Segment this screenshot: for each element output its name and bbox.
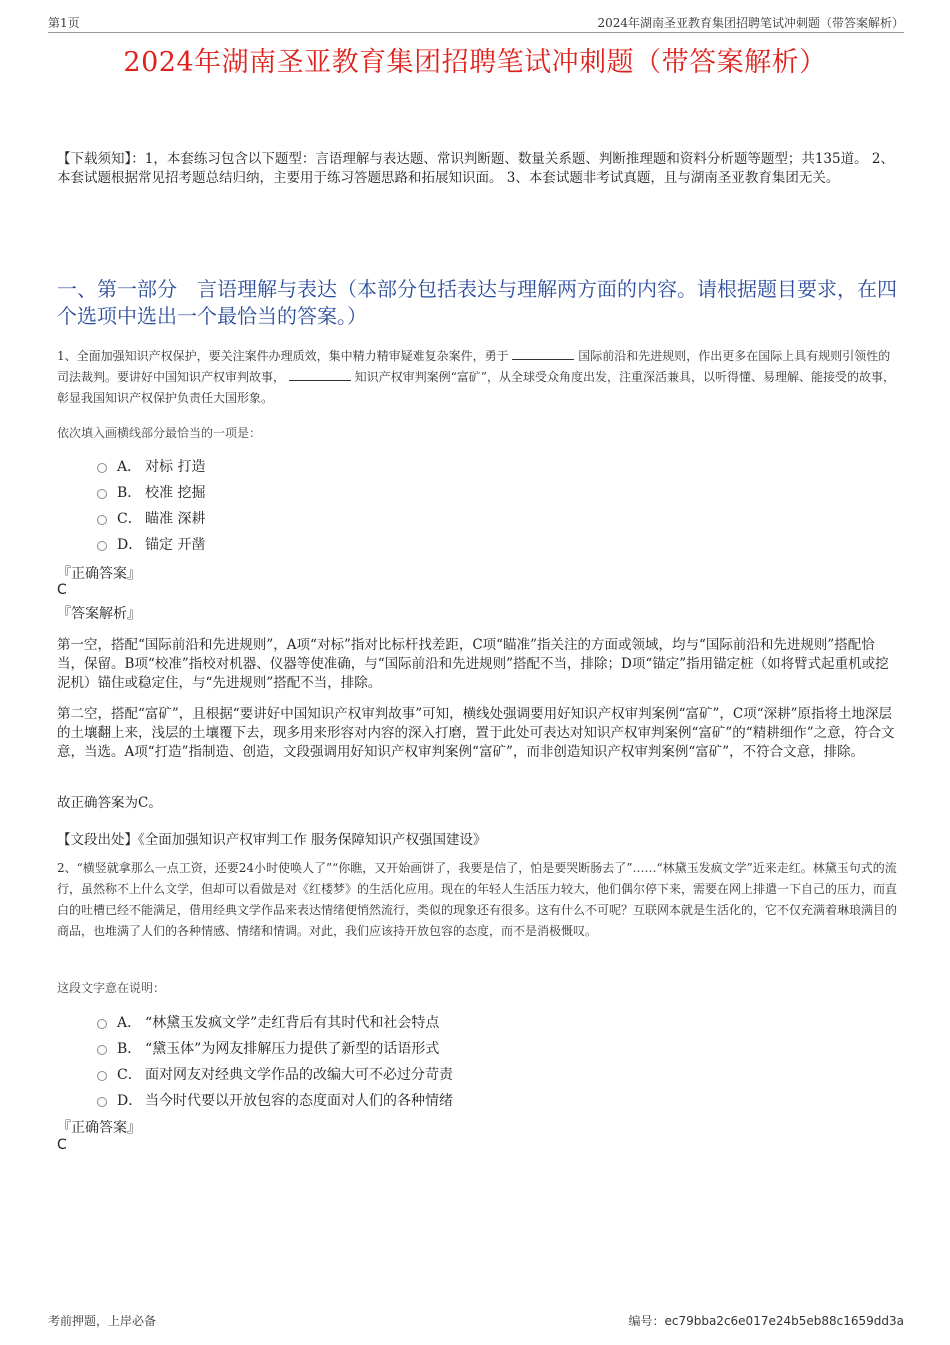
- option-key: C．: [117, 1067, 142, 1083]
- q1-analysis-label: 『答案解析』: [57, 606, 141, 622]
- radio-icon[interactable]: [97, 515, 107, 525]
- option-text: “林黛玉发疯文学”走红背后有其时代和社会特点: [145, 1015, 440, 1031]
- q1-conclusion: 故正确答案为C。: [57, 795, 162, 811]
- page-footer: [48, 1312, 904, 1329]
- option-text: 面对网友对经典文学作品的改编大可不必过分苛责: [145, 1067, 453, 1083]
- download-notice: 【下载须知】：1，本套练习包含以下题型：言语理解与表达题、常识判断题、数量关系题、判断推理题和资料分析题等题型；共135道。 2、本套试题根据常见招考题总结归纳，主要用于练习答题思路和拓展知识面。 3、本套试题非考试真题，且与湖南圣亚教育集团无关。: [57, 151, 894, 186]
- page-number: 第1页: [48, 16, 80, 30]
- blank-2: [289, 368, 351, 381]
- footer-code: [628, 1312, 904, 1329]
- q1-analysis-paragraph-1: 第一空，搭配“国际前沿和先进规则”，A项“对标”指对比标杆找差距，C项“瞄准”指关注的方面或领域，均与“国际前沿和先进规则”搭配恰当，保留。B项“校准”指校对机器、仪器等使准确，与“国际前沿和先进规则”搭配不当，排除；D项“锚定”指用锚定桩（如将臂式起重机或挖泥机）锚住或稳定住，与“先进规则”搭配不当，排除。: [57, 637, 889, 691]
- q1-answer-label: 『正确答案』: [57, 566, 141, 582]
- option-text: 对标 打造: [145, 459, 206, 475]
- radio-icon[interactable]: [97, 463, 107, 473]
- q1-prompt: 依次填入画横线部分最恰当的一项是：: [57, 426, 262, 440]
- option-text: 当今时代要以开放包容的态度面对人们的各种情绪: [145, 1093, 453, 1109]
- question-2-stem: 2、“横竖就拿那么一点工资，还要24小时使唤人了”“你瞧，又开始画饼了，我要是信了，怕是要哭断肠去了”……“林黛玉发疯文学”近来走红。林黛玉句式的流行，虽然称不上什么文学，但却可以看做是对《红楼梦》的生活化应用。现在的年轻人生活压力较大，他们偶尔停下来，需要在网上排遣一下自己的压力，而直白的吐槽已经不能满足，借用经典文学作品来表达情绪便悄然流行，类似的现象还有很多。这有什么不可呢？互联网本就是生活化的，它不仅充满着琳琅满目的商品，也堆满了人们的各种情感、情绪和情调。对此，我们应该持开放包容的态度，而不是消极慨叹。: [57, 861, 898, 938]
- q2-option-d[interactable]: [97, 1087, 453, 1113]
- q2-prompt: 这段文字意在说明：: [57, 981, 166, 995]
- option-key: C．: [117, 511, 142, 527]
- q1-option-d[interactable]: [97, 531, 205, 557]
- q1-source: 【文段出处】《全面加强知识产权审判工作 服务保障知识产权强国建设》: [57, 832, 487, 848]
- radio-icon[interactable]: [97, 541, 107, 551]
- q1-stem-part-b: 国际前沿和先进规则，作出更多在国际上具有规则引领性的司法裁判。要讲好中国知识产权审判故事，: [57, 349, 891, 384]
- section-heading: 一、第一部分 言语理解与表达（本部分包括表达与理解两方面的内容。请根据题目要求，在四个选项中选出一个最恰当的答案。）: [57, 277, 897, 328]
- option-text: 校准 挖掘: [145, 485, 206, 501]
- option-key: D．: [117, 537, 143, 553]
- question-1-stem: [57, 346, 899, 409]
- option-text: “黛玉体”为网友排解压力提供了新型的话语形式: [145, 1041, 440, 1057]
- q1-option-a[interactable]: [97, 453, 205, 479]
- footer-code-label: 编号：: [628, 1314, 665, 1328]
- option-key: A．: [117, 459, 142, 475]
- q2-option-c[interactable]: [97, 1061, 453, 1087]
- radio-icon[interactable]: [97, 489, 107, 499]
- option-key: D．: [117, 1093, 143, 1109]
- document-title: 2024年湖南圣亚教育集团招聘笔试冲刺题（带答案解析）: [123, 47, 827, 78]
- q1-stem-part-c: 知识产权审判案例“富矿”，从全球受众角度出发，注重深活兼具，以听得懂、易理解、能接受的故事，彰显我国知识产权保护负责任大国形象。: [57, 370, 895, 405]
- q1-stem-part-a: 1、全面加强知识产权保护，要关注案件办理质效，集中精力精审疑难复杂案件，勇于: [57, 349, 509, 363]
- q1-analysis-paragraph-2: 第二空，搭配“富矿”，且根据“要讲好中国知识产权审判故事”可知，横线处强调要用好知识产权审判案例“富矿”，C项“深耕”原指将土地深层的土壤翻上来，浅层的土壤覆下去，现多用来形容对内容的深入打磨，置于此处可表达对知识产权审判案例“富矿”的“精耕细作”之意，符合文意，当选。A项“打造”指制造、创造，文段强调用好知识产权审判案例“富矿”，而非创造知识产权审判案例“富矿”，不符合文意，排除。: [57, 706, 895, 760]
- q2-answer-label: 『正确答案』: [57, 1120, 141, 1136]
- blank-1: [512, 347, 574, 360]
- radio-icon[interactable]: [97, 1019, 107, 1029]
- q1-options: [97, 453, 205, 557]
- option-text: 瞄准 深耕: [145, 511, 206, 527]
- radio-icon[interactable]: [97, 1097, 107, 1107]
- header-doc-title: 2024年湖南圣亚教育集团招聘笔试冲刺题（带答案解析）: [597, 16, 904, 30]
- radio-icon[interactable]: [97, 1071, 107, 1081]
- option-key: B．: [117, 485, 142, 501]
- option-text: 锚定 开凿: [145, 537, 206, 553]
- q2-answer: C: [57, 1137, 67, 1153]
- q2-options: [97, 1009, 453, 1113]
- radio-icon[interactable]: [97, 1045, 107, 1055]
- option-key: B．: [117, 1041, 142, 1057]
- option-key: A．: [117, 1015, 142, 1031]
- q1-option-b[interactable]: [97, 479, 205, 505]
- q1-option-c[interactable]: [97, 505, 205, 531]
- q2-option-a[interactable]: [97, 1009, 453, 1035]
- page-header: [48, 12, 904, 33]
- q1-answer: C: [57, 582, 67, 598]
- footer-code-value: ec79bba2c6e017e24b5eb88c1659dd3a: [664, 1314, 904, 1328]
- q2-option-b[interactable]: [97, 1035, 453, 1061]
- footer-slogan: 考前押题，上岸必备: [48, 1314, 157, 1328]
